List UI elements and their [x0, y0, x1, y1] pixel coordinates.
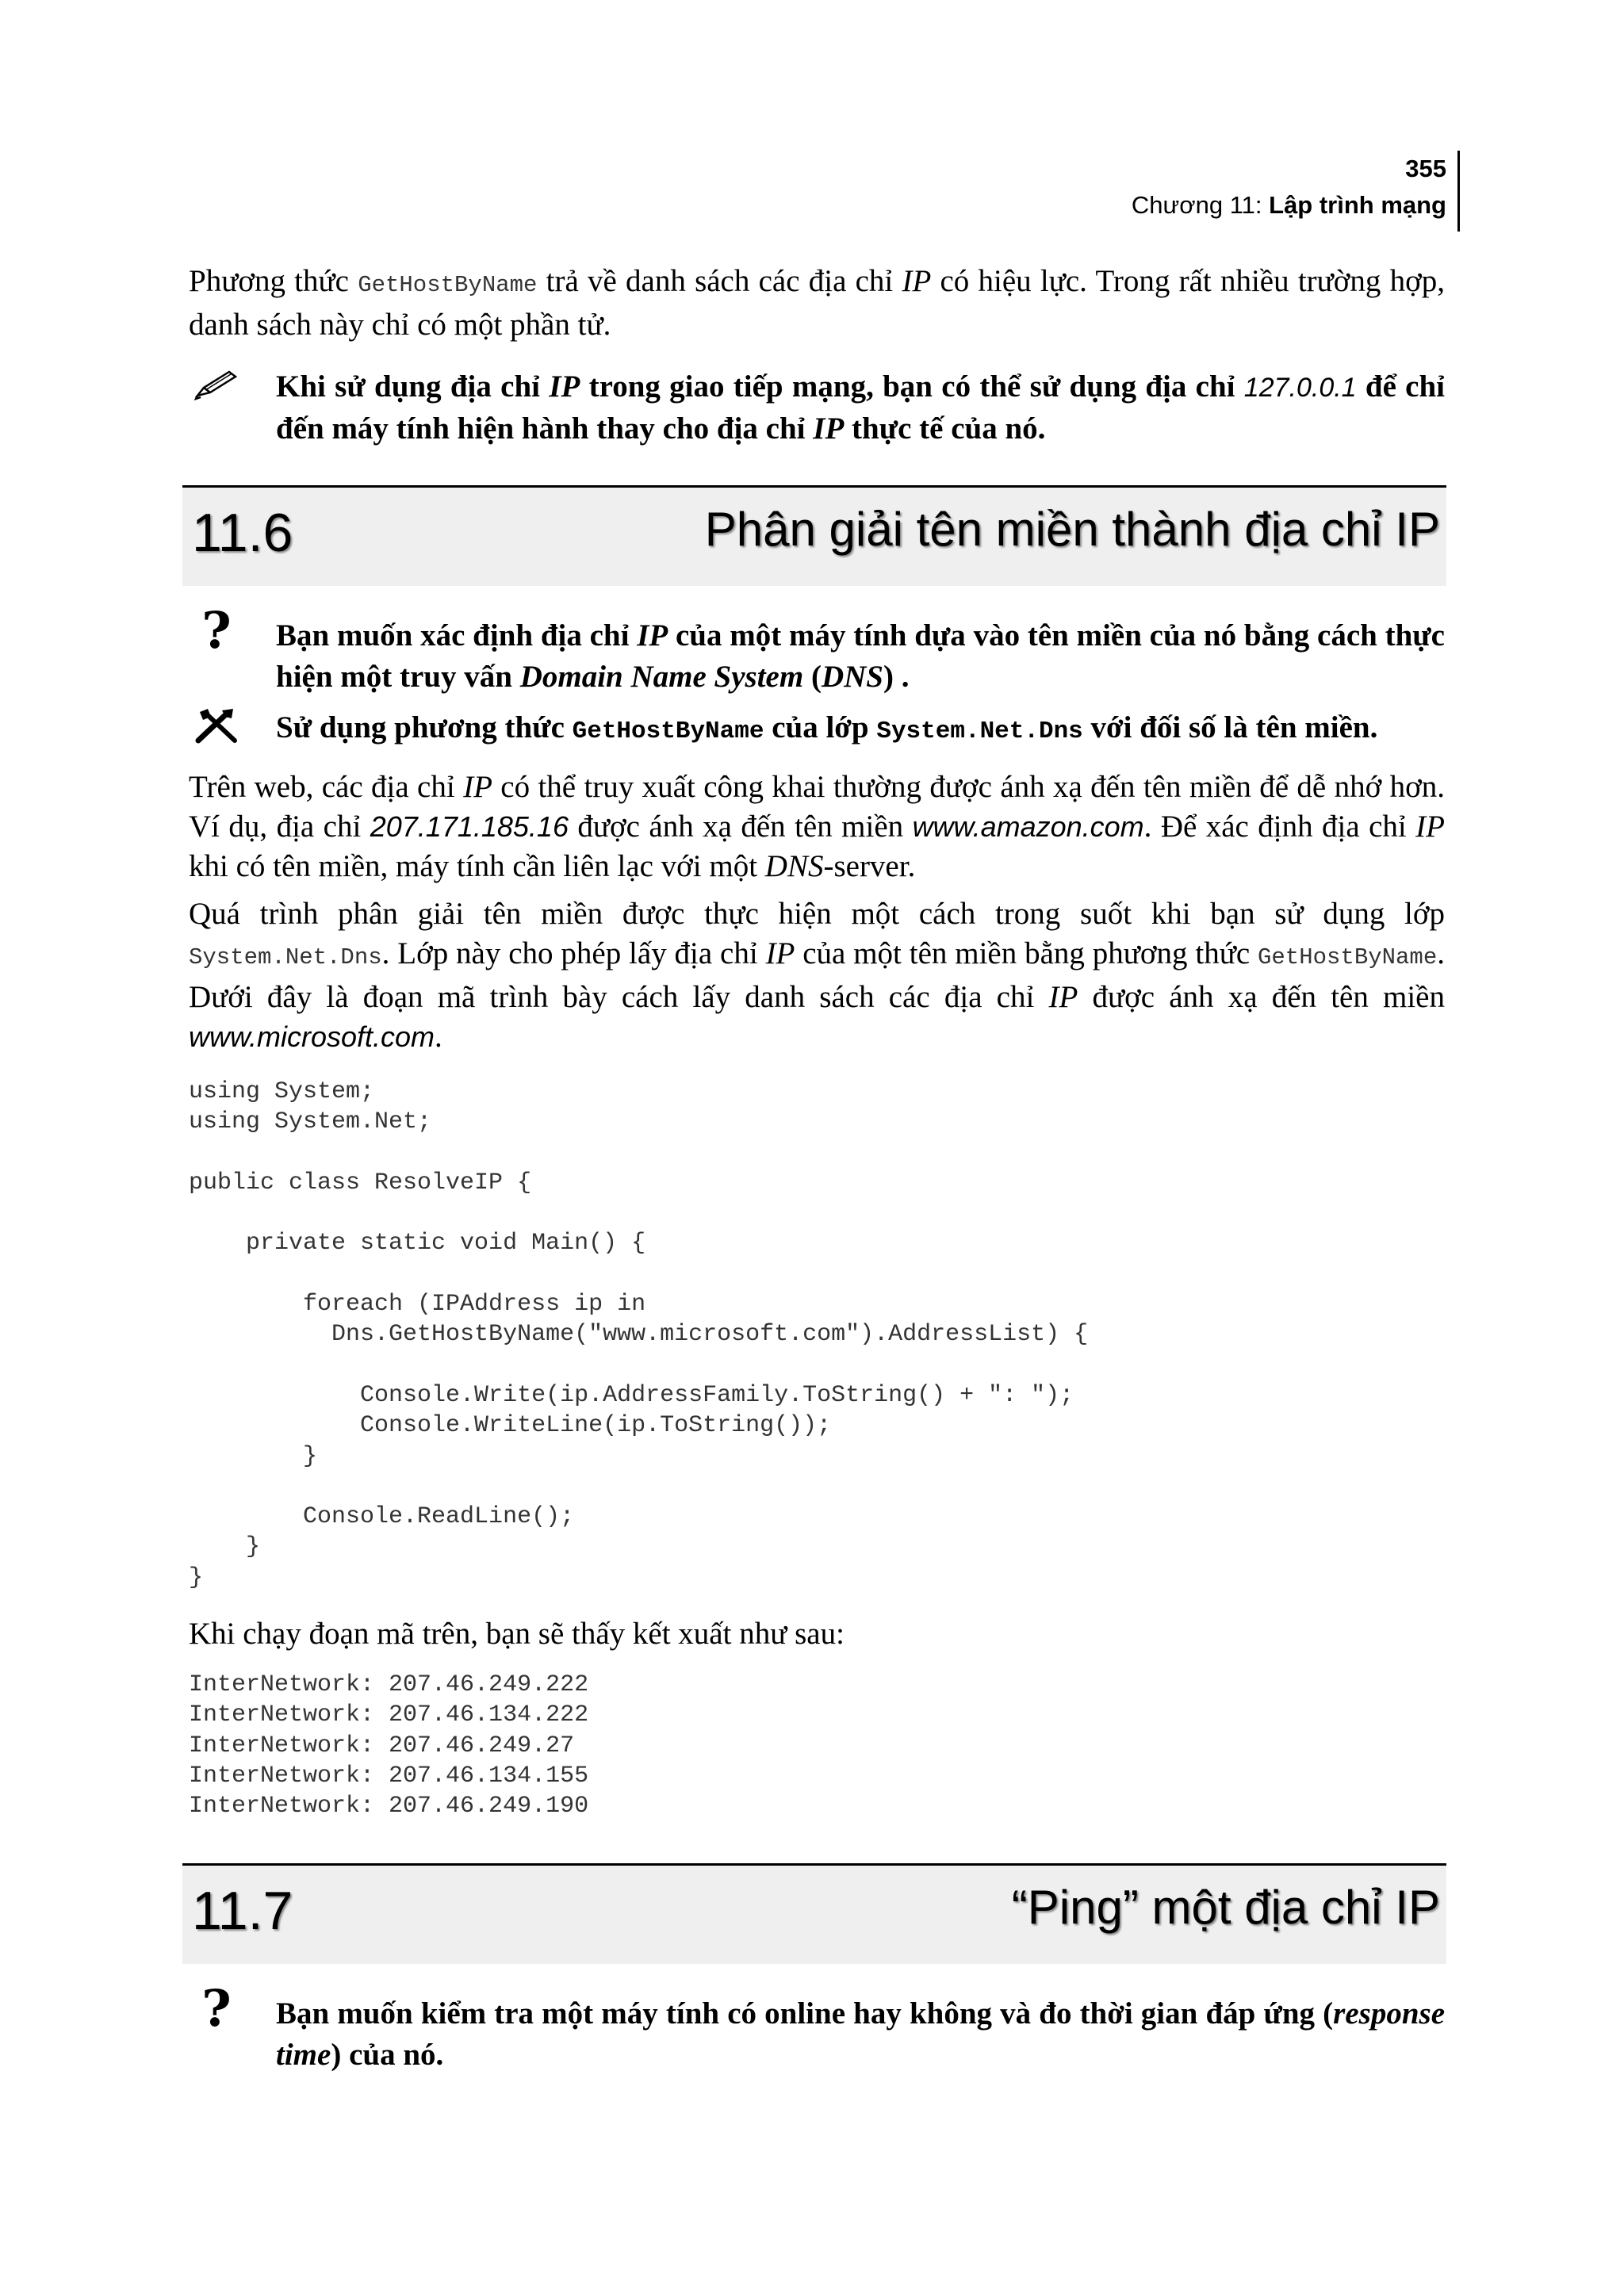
term-ip: IP — [463, 770, 492, 804]
text: có hiệu lực. Trong rất nhiều trường hợp, danh sách này chỉ có một phần tử. — [189, 264, 1445, 342]
chapter-line — [891, 187, 1446, 224]
term-ip: IP — [902, 264, 932, 298]
solution-callout — [189, 707, 1445, 752]
text: được ánh xạ đến tên miền — [568, 810, 913, 844]
method-name: GetHostByName — [572, 718, 764, 745]
term-dns: DNS — [821, 660, 883, 694]
term-ip: IP — [549, 369, 580, 404]
text: Phương thức — [189, 264, 358, 298]
text: ( — [803, 660, 822, 694]
section-number: 11.6 — [192, 503, 293, 563]
note-text — [276, 366, 1445, 450]
term-ip: IP — [765, 936, 795, 970]
text: Trên web, các địa chỉ — [189, 770, 464, 804]
section-title: “Ping” một địa chỉ IP — [1011, 1881, 1440, 1934]
output-intro: Khi chạy đoạn mã trên, bạn sẽ thấy kết xuất như sau: — [189, 1617, 845, 1651]
domain-name: www.amazon.com — [912, 810, 1144, 843]
inline-code: GetHostByName — [358, 272, 538, 298]
section-number: 11.7 — [192, 1881, 293, 1941]
chapter-prefix: Chương 11: — [1131, 191, 1270, 219]
text: Bạn muốn xác định địa chỉ — [276, 618, 638, 653]
section-title: Phân giải tên miền thành địa chỉ IP — [704, 503, 1440, 556]
text: Sử dụng phương thức — [276, 710, 573, 745]
class-name: System.Net.Dns — [876, 718, 1083, 745]
page-number: 355 — [1405, 155, 1446, 182]
text: khi có tên miền, máy tính cần liên lạc với một — [189, 849, 765, 883]
section-heading-11-6 — [182, 485, 1446, 586]
text: trong giao tiếp mạng, bạn có thể sử dụng địa chỉ — [580, 369, 1244, 404]
note-callout — [189, 366, 1445, 450]
section-heading-11-7 — [182, 1863, 1446, 1964]
tools-icon — [189, 707, 244, 752]
output-listing: InterNetwork: 207.46.249.222 InterNetwork: 207.46.134.222 InterNetwork: 207.46.249.27 InterNetwork: 207.46.134.155 InterNetwork: 207.46.249.190 — [189, 1671, 589, 1820]
term-ip: IP — [637, 618, 668, 653]
text: của một tên miền bằng phương thức — [795, 936, 1258, 970]
body-paragraph-2 — [189, 894, 1445, 1057]
term-response-time: response time — [276, 1996, 1445, 2072]
running-header — [891, 151, 1446, 224]
text: ) . — [883, 660, 910, 694]
question-icon: ? — [201, 601, 232, 660]
header-rule — [1457, 151, 1460, 232]
term-ip: IP — [1415, 810, 1445, 844]
text: Bạn muốn kiểm tra một máy tính có online hay không và đo thời gian đáp ứng ( — [276, 1996, 1334, 2031]
text: . Để xác định địa chỉ — [1143, 810, 1416, 844]
text: thực tế của nó. — [844, 412, 1046, 446]
inline-code: GetHostByName — [1258, 944, 1438, 970]
text: Quá trình phân giải tên miền được thực hiện một cách trong suốt khi bạn sử dụng lớp — [189, 897, 1445, 931]
text: có thể truy xuất công khai thường được ánh xạ đến tên miền để dễ nhớ hơn. Ví dụ, địa chỉ — [189, 770, 1445, 844]
code-listing: using System; using System.Net; public class ResolveIP { private static void Main() { foreach (IPAddress ip in Dns.GetHostByName("www.microsoft.com").AddressList) { Console.Write(ip.AddressFamily.ToString() + ": "); Console.WriteLine(ip.ToString()); } Console.ReadLine(); } } — [189, 1078, 1089, 1591]
intro-paragraph — [189, 262, 1445, 345]
text: Khi sử dụng địa chỉ — [276, 369, 550, 404]
inline-code: System.Net.Dns — [189, 944, 382, 970]
question-callout — [189, 601, 1445, 698]
term-ip: IP — [813, 412, 845, 446]
text: trả về danh sách các địa chỉ — [537, 264, 902, 298]
question-icon: ? — [201, 1979, 232, 2038]
question-callout-11-7 — [189, 1979, 1445, 2076]
body-paragraph-1 — [189, 768, 1445, 886]
text: của lớp — [764, 710, 877, 745]
term-dns-full: Domain Name System — [519, 660, 804, 694]
question-text — [276, 1993, 1445, 2076]
text: . Lớp này cho phép lấy địa chỉ — [381, 936, 766, 970]
term-dns: DNS — [764, 849, 824, 883]
chapter-title: Lập trình mạng — [1269, 191, 1446, 219]
text: . — [435, 1020, 442, 1054]
ip-address: 207.171.185.16 — [370, 810, 569, 843]
text: được ánh xạ đến tên miền — [1078, 980, 1445, 1014]
text: . Dưới đây là đoạn mã trình bày cách lấy danh sách các địa chỉ — [189, 936, 1445, 1014]
solution-text — [276, 707, 1445, 752]
question-text — [276, 615, 1445, 698]
pencil-icon — [189, 366, 244, 408]
text: với đối số là tên miền. — [1082, 710, 1378, 745]
term-ip: IP — [1048, 980, 1078, 1014]
text: để chỉ đến máy tính hiện hành thay cho địa chỉ — [276, 369, 1446, 446]
text: -server. — [823, 849, 916, 883]
text: ) của nó. — [331, 2038, 444, 2072]
text: của một máy tính dựa vào tên miền của nó bằng cách thực hiện một truy vấn — [276, 618, 1445, 694]
domain-name: www.microsoft.com — [189, 1020, 435, 1053]
loopback-address: 127.0.0.1 — [1243, 373, 1357, 403]
